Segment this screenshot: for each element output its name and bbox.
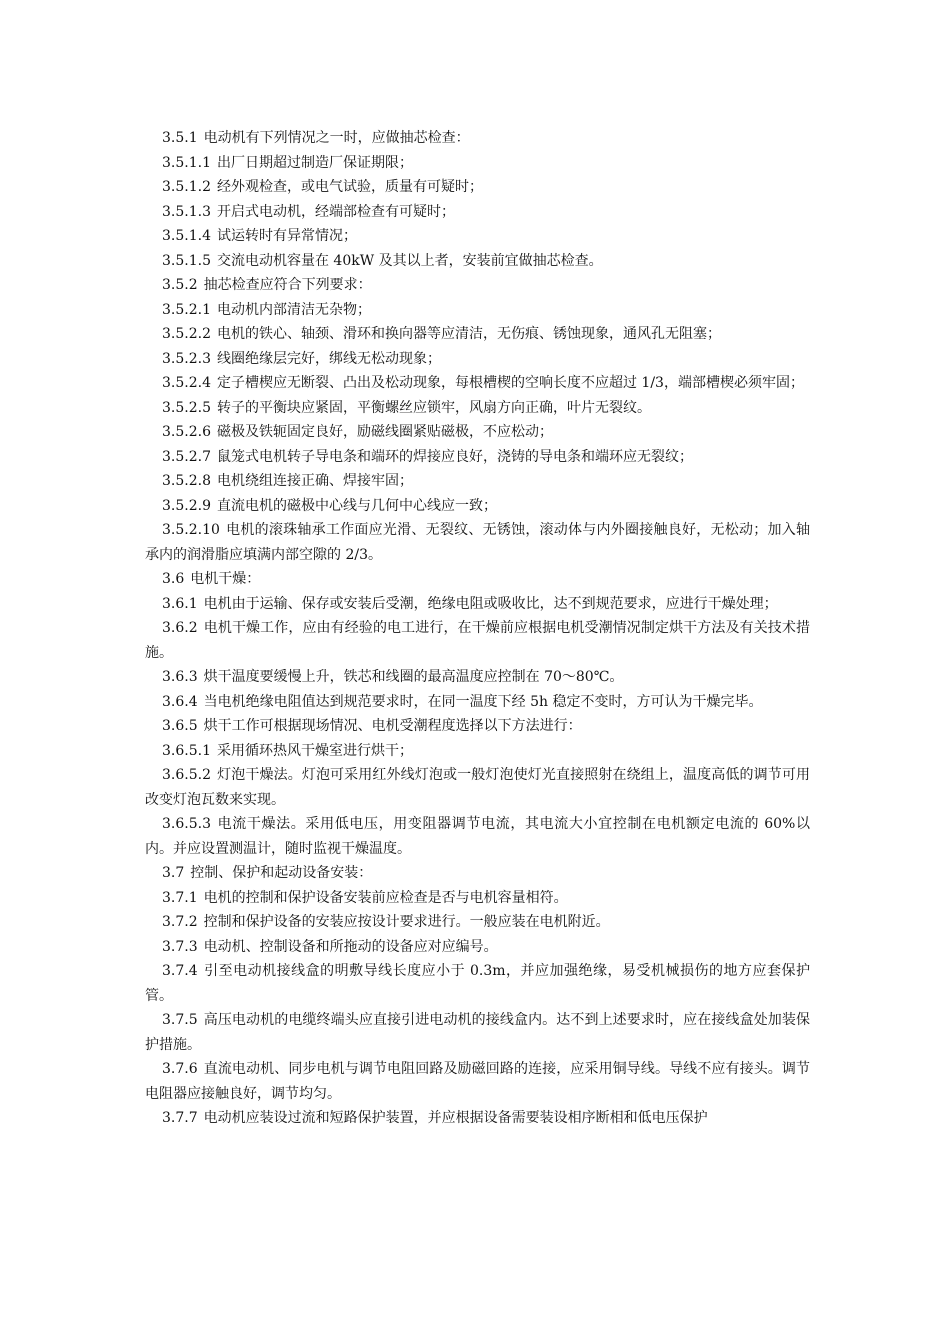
clause-paragraph <box>145 935 810 960</box>
clause-number: 3.5.2.4 <box>162 375 211 391</box>
clause-paragraph <box>145 592 810 617</box>
clause-number: 3.6.1 <box>162 595 198 612</box>
clause-number: 3.5.2.5 <box>162 399 211 416</box>
clause-paragraph <box>145 224 810 249</box>
clause-text: 当电机绝缘电阻值达到规范要求时，在同一温度下经 5h 稳定不变时，方可认为干燥完毕。 <box>203 693 763 710</box>
clause-paragraph <box>145 126 810 151</box>
clause-text: 鼠笼式电机转子导电条和端环的焊接应良好，浇铸的导电条和端环应无裂纹； <box>216 448 693 465</box>
clause-text: 交流电动机容量在 40kW 及其以上者，安装前宜做抽芯检查。 <box>216 252 603 269</box>
clause-text: 控制、保护和起动设备安装： <box>190 865 373 881</box>
clause-number: 3.6.2 <box>162 620 198 636</box>
clause-text: 引至电动机接线盒的明敷导线长度应小于 0.3m，并应加强绝缘，易受机械损伤的地方应套保护管。 <box>145 963 810 1004</box>
clause-paragraph <box>145 739 810 764</box>
clause-number: 3.5.2.1 <box>162 301 211 318</box>
clause-paragraph <box>145 665 810 690</box>
clause-text: 磁极及铁轭固定良好，励磁线圈紧贴磁极，不应松动； <box>216 424 553 440</box>
clause-number: 3.6 <box>162 571 185 587</box>
clause-number: 3.5.2.10 <box>162 522 220 538</box>
clause-number: 3.6.5.3 <box>162 816 211 832</box>
clause-number: 3.5.2.9 <box>162 497 211 514</box>
clause-text: 电机绕组连接正确、焊接牢固； <box>216 473 413 489</box>
clause-number: 3.5.2.3 <box>162 350 211 367</box>
clause-text: 高压电动机的电缆终端头应直接引进电动机的接线盒内。达不到上述要求时，应在接线盒处加装保护措施。 <box>145 1012 810 1053</box>
clause-text: 灯泡干燥法。灯泡可采用红外线灯泡或一般灯泡使灯光直接照射在绕组上，温度高低的调节可用改变灯泡瓦数来实现。 <box>145 767 810 808</box>
clause-paragraph <box>145 714 810 739</box>
clause-text: 电动机内部清洁无杂物； <box>216 301 371 318</box>
clause-text: 转子的平衡块应紧固，平衡螺丝应锁牢，风扇方向正确，叶片无裂纹。 <box>216 399 651 416</box>
clause-text: 试运转时有异常情况； <box>216 228 357 244</box>
clause-paragraph <box>145 1106 810 1131</box>
clause-paragraph <box>145 910 810 935</box>
clause-number: 3.6.5.2 <box>162 767 211 783</box>
clause-text: 直流电动机、同步电机与调节电阻回路及励磁回路的连接，应采用铜导线。导线不应有接头。调节电阻器应接触良好，调节均匀。 <box>145 1061 810 1102</box>
clause-text: 电机的铁心、轴颈、滑环和换向器等应清洁，无伤痕、锈蚀现象，通风孔无阻塞； <box>216 326 721 342</box>
clause-text: 电动机、控制设备和所拖动的设备应对应编号。 <box>203 938 498 955</box>
clause-text: 电机由于运输、保存或安装后受潮，绝缘电阻或吸收比，达不到规范要求，应进行干燥处理； <box>203 595 778 612</box>
clause-number: 3.7.3 <box>162 938 198 955</box>
clause-paragraph <box>145 763 810 812</box>
clause-text: 烘干温度要缓慢上升，铁芯和线圈的最高温度应控制在 70～80℃。 <box>203 669 624 685</box>
clause-number: 3.5.1 <box>162 130 198 146</box>
clause-text: 电机的控制和保护设备安装前应检查是否与电机容量相符。 <box>203 889 568 906</box>
document-body <box>145 126 810 1131</box>
clause-number: 3.7.6 <box>162 1061 198 1077</box>
clause-number: 3.5.1.3 <box>162 203 211 220</box>
clause-number: 3.6.3 <box>162 669 198 685</box>
clause-paragraph <box>145 371 810 396</box>
clause-paragraph <box>145 151 810 176</box>
clause-number: 3.5.1.2 <box>162 179 211 195</box>
clause-paragraph <box>145 494 810 519</box>
clause-paragraph <box>145 861 810 886</box>
clause-paragraph <box>145 616 810 665</box>
clause-paragraph <box>145 812 810 861</box>
clause-paragraph <box>145 445 810 470</box>
clause-text: 经外观检查，或电气试验，质量有可疑时； <box>216 179 483 195</box>
clause-text: 开启式电动机，经端部检查有可疑时； <box>216 203 455 220</box>
clause-paragraph <box>145 175 810 200</box>
clause-text: 控制和保护设备的安装应按设计要求进行。一般应装在电机附近。 <box>203 914 610 930</box>
clause-number: 3.5.1.5 <box>162 252 211 269</box>
clause-text: 抽芯检查应符合下列要求： <box>203 277 372 293</box>
clause-text: 烘干工作可根据现场情况、电机受潮程度选择以下方法进行： <box>203 718 582 734</box>
clause-text: 电机干燥工作，应由有经验的电工进行，在干燥前应根据电机受潮情况制定烘干方法及有关技术措施。 <box>145 620 810 661</box>
clause-paragraph <box>145 347 810 372</box>
clause-paragraph <box>145 273 810 298</box>
clause-number: 3.5.2.2 <box>162 326 211 342</box>
clause-text: 定子槽楔应无断裂、凸出及松动现象，每根槽楔的空响长度不应超过 1/3，端部槽楔必须牢固； <box>216 375 804 391</box>
clause-text: 出厂日期超过制造厂保证期限； <box>216 154 413 171</box>
clause-number: 3.6.5 <box>162 718 198 734</box>
clause-paragraph <box>145 298 810 323</box>
clause-number: 3.7.1 <box>162 889 198 906</box>
clause-number: 3.5.2.7 <box>162 448 211 465</box>
clause-paragraph <box>145 886 810 911</box>
clause-paragraph <box>145 1057 810 1106</box>
clause-text: 电机干燥： <box>190 571 261 587</box>
clause-text: 电动机应装设过流和短路保护装置，并应根据设备需要装设相序断相和低电压保护 <box>203 1110 708 1126</box>
clause-number: 3.5.1.4 <box>162 228 211 244</box>
clause-text: 直流电机的磁极中心线与几何中心线应一致； <box>216 497 497 514</box>
clause-paragraph <box>145 249 810 274</box>
clause-text: 电流干燥法。采用低电压，用变阻器调节电流，其电流大小宜控制在电机额定电流的 60%以内。并应设置测温计，随时监视干燥温度。 <box>145 816 810 857</box>
clause-paragraph <box>145 518 810 567</box>
clause-number: 3.7.2 <box>162 914 198 930</box>
clause-paragraph <box>145 567 810 592</box>
clause-paragraph <box>145 690 810 715</box>
clause-number: 3.5.1.1 <box>162 154 211 171</box>
clause-number: 3.6.4 <box>162 693 198 710</box>
clause-paragraph <box>145 420 810 445</box>
clause-text: 采用循环热风干燥室进行烘干； <box>216 742 413 759</box>
clause-paragraph <box>145 200 810 225</box>
clause-text: 线圈绝缘层完好，绑线无松动现象； <box>216 350 441 367</box>
clause-paragraph <box>145 396 810 421</box>
clause-text: 电机的滚珠轴承工作面应光滑、无裂纹、无锈蚀，滚动体与内外圈接触良好，无松动；加入轴承内的润滑脂应填满内部空隙的 2/3。 <box>145 522 810 563</box>
clause-number: 3.7 <box>162 865 185 881</box>
clause-number: 3.6.5.1 <box>162 742 211 759</box>
clause-number: 3.7.7 <box>162 1110 198 1126</box>
clause-number: 3.5.2 <box>162 277 198 293</box>
clause-number: 3.5.2.6 <box>162 424 211 440</box>
clause-number: 3.7.5 <box>162 1012 198 1028</box>
clause-paragraph <box>145 322 810 347</box>
clause-paragraph <box>145 959 810 1008</box>
clause-number: 3.5.2.8 <box>162 473 211 489</box>
clause-paragraph <box>145 1008 810 1057</box>
clause-paragraph <box>145 469 810 494</box>
clause-number: 3.7.4 <box>162 963 198 979</box>
clause-text: 电动机有下列情况之一时，应做抽芯检查： <box>203 130 470 146</box>
